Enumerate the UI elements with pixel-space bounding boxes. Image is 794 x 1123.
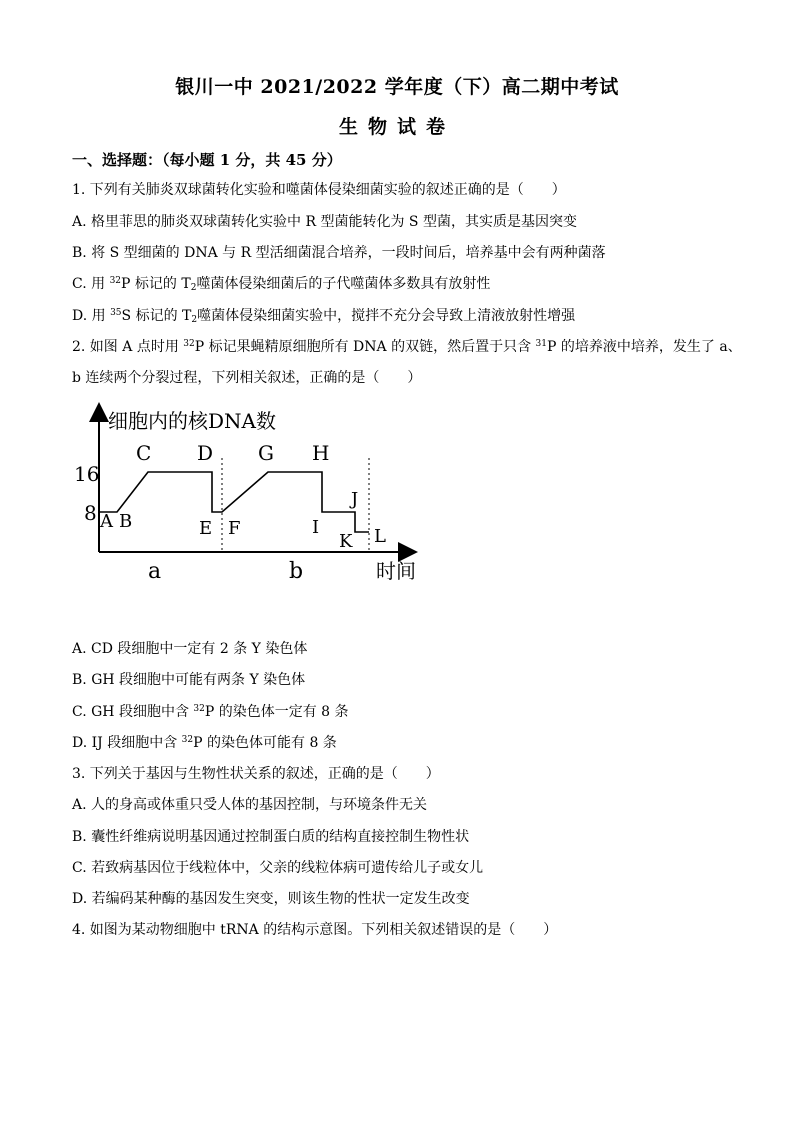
point-label-e: E <box>199 518 213 539</box>
point-label-a: A <box>100 511 113 532</box>
q3-option-b: B. 囊性纤维病说明基因通过控制蛋白质的结构直接控制生物性状 <box>72 829 470 845</box>
phase-b-label: b <box>289 559 304 584</box>
point-label-b: B <box>119 511 133 532</box>
point-label-d: D <box>197 441 214 465</box>
q1-option-d: D. 用 $^{35}$S 标记的 $T_2$噬菌体侵染细菌实验中，搅拌不充分会导致上清液放射性增强 <box>72 308 576 325</box>
phase-a-label: a <box>148 559 162 584</box>
q1-option-a: A. 格里菲思的肺炎双球菌转化实验中 R 型菌能转化为 S 型菌，其实质是基因突变 <box>72 214 577 230</box>
dna-content-chart <box>72 402 432 592</box>
q3-stem: 3. 下列关于基因与生物性状关系的叙述，正确的是（ ） <box>72 766 440 782</box>
point-label-i: I <box>312 517 320 538</box>
q4-stem: 4. 如图为某动物细胞中 tRNA 的结构示意图。下列相关叙述错误的是（ ） <box>72 922 558 938</box>
q1-option-c: C. 用 $^{32}$P 标记的 $T_2$噬菌体侵染细菌后的子代噬菌体多数具有放射性 <box>72 276 491 293</box>
y-tick-16: 16 <box>74 462 100 486</box>
q2-option-a: A. CD 段细胞中一定有 2 条 Y 染色体 <box>72 641 308 657</box>
point-label-c: C <box>136 441 152 465</box>
point-labels <box>99 441 386 552</box>
q2-stem-line2: b 连续两个分裂过程，下列相关叙述，正确的是（ ） <box>72 370 422 386</box>
point-label-k: K <box>339 531 353 552</box>
q3-option-c: C. 若致病基因位于线粒体中，父亲的线粒体病可遗传给儿子或女儿 <box>72 860 484 876</box>
point-label-j: J <box>351 489 359 510</box>
q1-stem: 1. 下列有关肺炎双球菌转化实验和噬菌体侵染细菌实验的叙述正确的是（ ） <box>72 182 566 198</box>
section-heading: 一、选择题：（每小题 1 分，共 45 分） <box>72 151 342 169</box>
y-axis-label: 细胞内的核DNA数 <box>108 409 276 433</box>
point-label-h: H <box>312 441 330 465</box>
point-label-g: G <box>258 441 274 465</box>
page-subtitle: 生物试卷 <box>338 116 455 138</box>
y-tick-8: 8 <box>84 501 97 525</box>
q2-option-d: D. IJ 段细胞中含 $^{32}$P 的染色体可能有 8 条 <box>72 735 337 751</box>
page-title: 银川一中 2021/2022 学年度（下）高二期中考试 <box>175 76 619 98</box>
q2-option-b: B. GH 段细胞中可能有两条 Y 染色体 <box>72 672 306 688</box>
point-label-l: L <box>374 526 386 547</box>
q1-option-b: B. 将 S 型细菌的 DNA 与 R 型活细菌混合培养，一段时间后，培养基中会有两种菌落 <box>72 245 606 261</box>
q2-option-c: C. GH 段细胞中含 $^{32}$P 的染色体一定有 8 条 <box>72 704 349 720</box>
point-label-f: F <box>228 518 241 539</box>
x-axis-label: 时间 <box>376 559 416 583</box>
q2-stem-line1: 2. 如图 A 点时用 $^{32}$P 标记果蝇精原细胞所有 DNA 的双链，然后置于只含 $^{31}$P 的培养液中培养，发生了 a、 <box>72 339 742 355</box>
q3-option-d: D. 若编码某种酶的基因发生突变，则该生物的性状一定发生改变 <box>72 891 470 907</box>
q3-option-a: A. 人的身高或体重只受人体的基因控制，与环境条件无关 <box>72 797 428 813</box>
